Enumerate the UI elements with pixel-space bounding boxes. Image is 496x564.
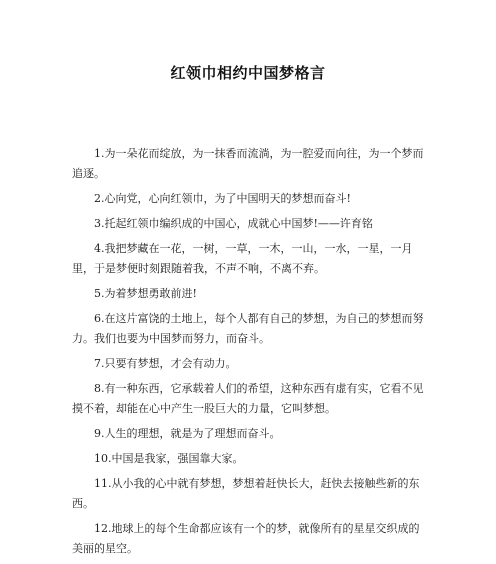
- list-item: 12.地球上的每个生命都应该有一个的梦，就像所有的星星交织成的美丽的星空。: [72, 522, 420, 555]
- quote-list: [72, 144, 426, 564]
- list-item: 11.从小我的心中就有梦想，梦想着赶快长大，赶快去接触些新的东西。: [72, 477, 420, 510]
- list-item: 10.中国是我家，强国靠大家。: [94, 452, 244, 465]
- list-item: 5.为着梦想勇敢前进!: [94, 287, 197, 300]
- list-item: 1.为一朵花而绽放，为一抹香而流淌，为一腔爱而向往，为一个梦而追逐。: [72, 147, 424, 180]
- list-item: 6.在这片富饶的土地上，每个人都有自己的梦想，为自己的梦想而努力。我们也要为中国梦而努力，而奋斗。: [72, 312, 424, 345]
- list-item: 4.我把梦藏在一花，一树，一草，一木，一山，一水，一星，一月里，于是梦便时刻跟随着我，不声不响，不离不弃。: [72, 242, 413, 275]
- list-item: 2.心向党，心向红领巾，为了中国明天的梦想而奋斗!: [94, 192, 351, 205]
- page-title: 红领巾相约中国梦格言: [170, 64, 326, 82]
- list-item: 8.有一种东西，它承载着人们的希望，这种东西有虚有实，它看不见摸不着，却能在心中产生一股巨大的力量，它叫梦想。: [72, 382, 424, 415]
- list-item: 3.托起红领巾编织成的中国心，成就心中国梦!——许育铭: [94, 217, 373, 230]
- list-item: 7.只要有梦想，才会有动力。: [94, 357, 237, 370]
- list-item: 9.人生的理想，就是为了理想而奋斗。: [94, 427, 281, 440]
